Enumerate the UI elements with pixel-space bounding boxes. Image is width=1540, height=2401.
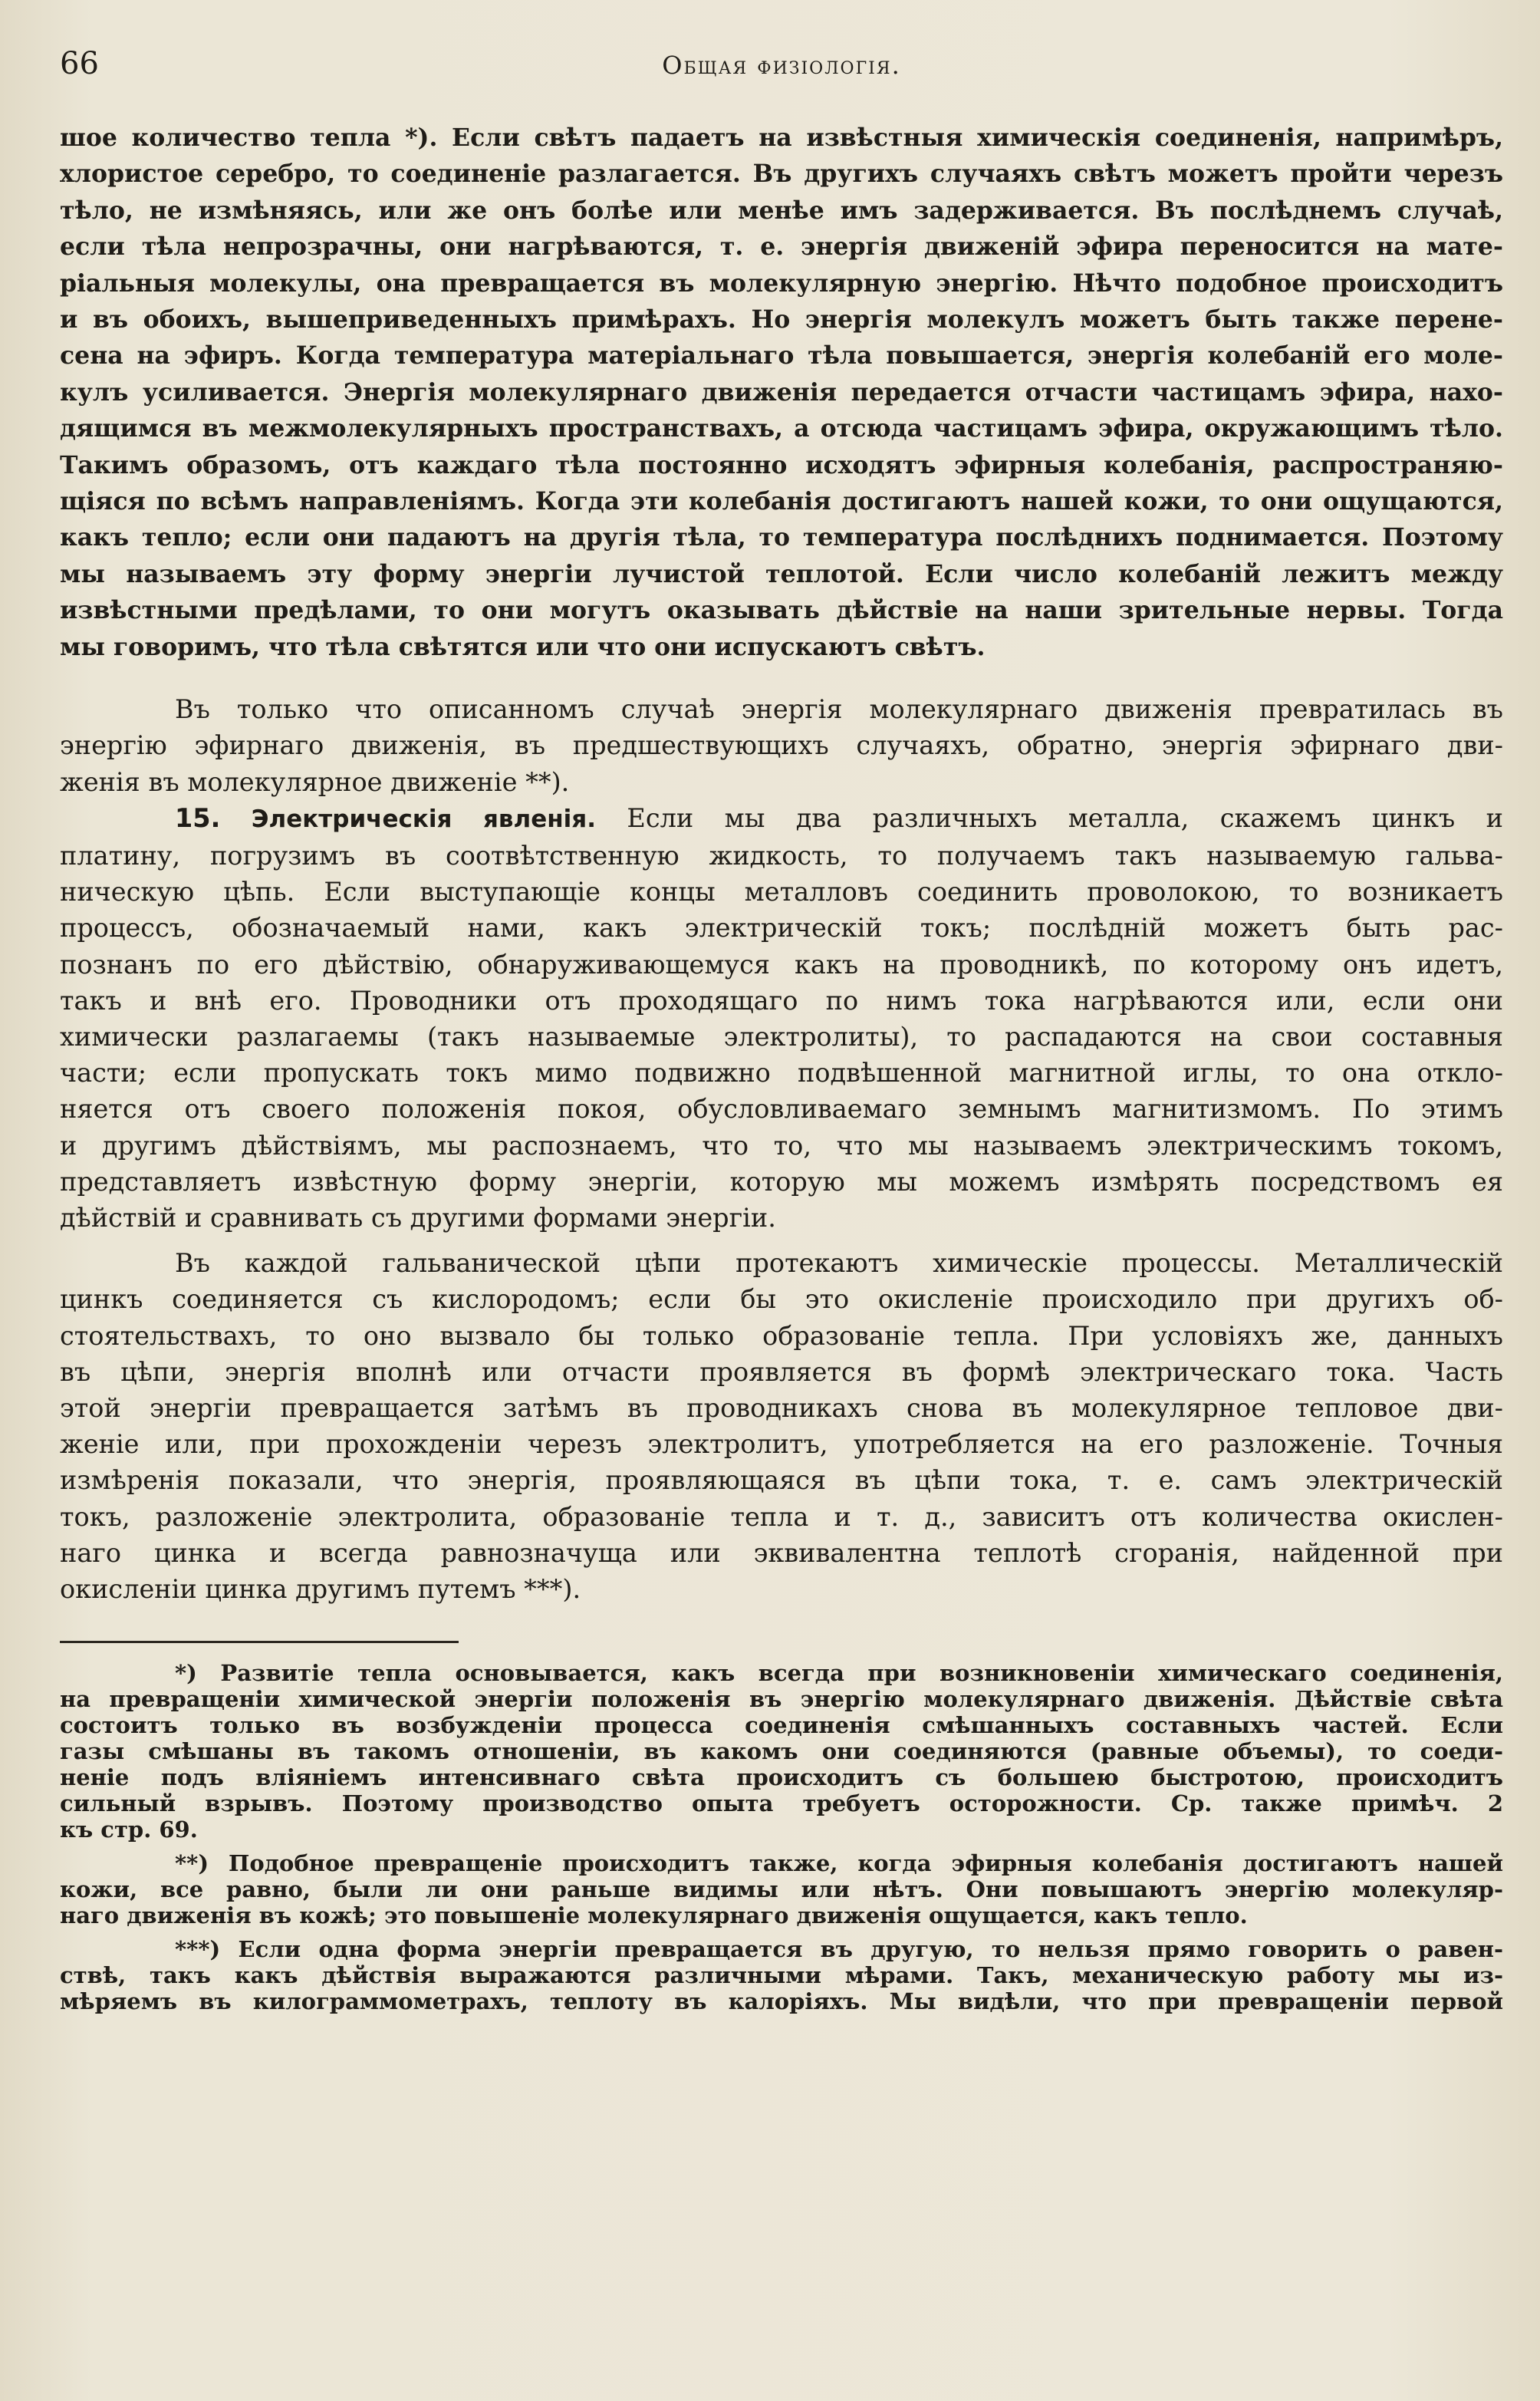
footnote-line: газы смѣшаны въ такомъ отношеніи, въ какомъ они соединяются (равные объемы), то соеди- — [60, 1738, 1503, 1765]
text-line: стоятельствахъ, то оно вызвало бы только образованіе тепла. При условіяхъ же, данныхъ — [60, 1320, 1503, 1351]
text-line: части; если пропускать токъ мимо подвижно подвѣшенной магнитной иглы, то она откло- — [60, 1058, 1503, 1089]
footnote-gap — [60, 1843, 1503, 1850]
footnote-2 — [60, 1850, 1503, 1928]
paragraph-light-and-heat — [60, 120, 1503, 665]
text-line: и другимъ дѣйствіямъ, мы распознаемъ, что то, что мы называемъ электрическимъ токомъ, — [60, 1130, 1503, 1161]
text-line: щіяся по всѣмъ направленіямъ. Когда эти колебанія достигаютъ нашей кожи, то они ощущаются, — [60, 487, 1503, 516]
text-line: тѣло, не измѣняясь, или же онъ болѣе или менѣе имъ задерживается. Въ послѣднемъ случаѣ, — [60, 196, 1503, 225]
paragraph-electric-phenomena — [60, 800, 1503, 1236]
footnote-3 — [60, 1936, 1503, 2014]
text-line: Въ только что описанномъ случаѣ энергія молекулярнаго движенія превратилась въ — [175, 694, 1503, 725]
text-line: платину, погрузимъ въ соотвѣтственную жидкость, то получаемъ такъ называемую гальва- — [60, 840, 1503, 871]
paragraph-gap — [60, 1236, 1503, 1245]
text-line: если тѣла непрозрачны, они нагрѣваются, т. е. энергія движеній эфира переносится на мате- — [60, 232, 1503, 262]
paragraph-energy-conversion — [60, 691, 1503, 800]
footnote-line: мѣряемъ въ килограммометрахъ, теплоту въ калоріяхъ. Мы видѣли, что при превращеніи первой — [60, 1988, 1503, 2015]
text-line: измѣренія показали, что энергія, проявляющаяся въ цѣпи тока, т. е. самъ электрическій — [60, 1465, 1503, 1496]
text-line: ріальныя молекулы, она превращается въ молекулярную энергію. Нѣчто подобное происходитъ — [60, 268, 1503, 298]
footnote-line: къ стр. 69. — [60, 1816, 198, 1843]
text-line: ническую цѣпь. Если выступающіе концы металловъ соединить проволокою, то возникаетъ — [60, 877, 1503, 907]
footnote-line: *) Развитіе тепла основывается, какъ всегда при возникновеніи химическаго соединенія, — [175, 1660, 1503, 1687]
text-line: Въ каждой гальванической цѣпи протекаютъ химическіе процессы. Металлическій — [175, 1248, 1503, 1279]
text-line: какъ тепло; если они падаютъ на другія тѣла, то температура послѣднихъ поднимается. Поэтому — [60, 523, 1503, 552]
text-line: няется отъ своего положенія покоя, обусловливаемаго земнымъ магнитизмомъ. По этимъ — [60, 1094, 1503, 1125]
footnote-line: неніе подъ вліяніемъ интенсивнаго свѣта происходитъ съ большею быстротою, происходитъ — [60, 1764, 1503, 1791]
text-line: извѣстными предѣлами, то они могутъ оказывать дѣйствіе на наши зрительные нервы. Тогда — [60, 596, 1503, 625]
text-line: цинкъ соединяется съ кислородомъ; если бы это окисленіе происходило при другихъ об- — [60, 1284, 1503, 1315]
footnote-line: кожи, все равно, были ли они раньше видимы или нѣтъ. Они повышаютъ энергію молекуляр- — [60, 1876, 1503, 1903]
paragraph-gap — [60, 665, 1503, 691]
paragraph-galvanic-cell — [60, 1245, 1503, 1607]
footnote-divider — [60, 1641, 459, 1643]
footnote-line: сильный взрывъ. Поэтому производство опыта требуетъ осторожности. Ср. также примѣч. 2 — [60, 1790, 1503, 1817]
footnote-line: ствѣ, такъ какъ дѣйствія выражаются различными мѣрами. Такъ, механическую работу мы из- — [60, 1962, 1503, 1989]
text-line: процессъ, обозначаемый нами, какъ электрическій токъ; послѣдній можетъ быть рас- — [60, 913, 1503, 944]
footnote-gap — [60, 1928, 1503, 1936]
text-line: дѣйствій и сравнивать съ другими формами энергіи. — [60, 1202, 776, 1233]
text-line: токъ, разложеніе электролита, образованіе тепла и т. д., зависитъ отъ количества окислен- — [60, 1501, 1503, 1532]
text-line: дящимся въ межмолекулярныхъ пространствахъ, а отсюда частицамъ эфира, окружающимъ тѣло. — [60, 414, 1503, 443]
text-line: женія въ молекулярное движеніе **). — [60, 766, 570, 797]
text-line: кулъ усиливается. Энергія молекулярнаго движенія передается отчасти частицамъ эфира, нахо- — [60, 377, 1503, 407]
page-header — [60, 46, 1503, 100]
text-line: такъ и внѣ его. Проводники отъ проходящаго по нимъ тока нагрѣваются или, если они — [60, 985, 1503, 1016]
running-title: Общая физіологія. — [662, 51, 901, 80]
section-heading-line — [60, 800, 1503, 838]
text-line: этой энергіи превращается затѣмъ въ проводникахъ снова въ молекулярное тепловое дви- — [60, 1392, 1503, 1423]
body-text — [60, 120, 1503, 2014]
text-line: энергію эфирнаго движенія, въ предшествующихъ случаяхъ, обратно, энергія эфирнаго дви- — [60, 730, 1503, 761]
text-line: наго цинка и всегда равнозначуща или эквивалентна теплотѣ сгоранія, найденной при — [60, 1537, 1503, 1568]
section-title: Электрическія явленія. — [251, 805, 596, 833]
text-line: сена на эфиръ. Когда температура матеріальнаго тѣла повышается, энергія колебаній его моле- — [60, 341, 1503, 371]
text-line: мы называемъ эту форму энергіи лучистой теплотой. Если число колебаній лежитъ между — [60, 559, 1503, 588]
text-line: хлористое серебро, то соединеніе разлагается. Въ другихъ случаяхъ свѣтъ можетъ пройти черезъ — [60, 160, 1503, 189]
section-number: 15. — [175, 802, 221, 833]
page-number: 66 — [60, 46, 99, 81]
text-line: окисленіи цинка другимъ путемъ ***). — [60, 1573, 581, 1604]
footnote-line: **) Подобное превращеніе происходитъ также, когда эфирныя колебанія достигаютъ нашей — [175, 1850, 1503, 1877]
footnote-line: наго движенія въ кожѣ; это повышеніе молекулярнаго движенія ощущается, какъ тепло. — [60, 1902, 1248, 1929]
text-line: шое количество тепла *). Если свѣтъ падаетъ на извѣстныя химическія соединенія, напримѣръ, — [60, 124, 1503, 152]
text-run: Если мы два различныхъ металла, скажемъ цинкъ и — [627, 802, 1503, 833]
text-line: женіе или, при прохожденіи черезъ электролитъ, употребляется на его разложеніе. Точныя — [60, 1429, 1503, 1460]
footnote-line: ***) Если одна форма энергіи превращается въ другую, то нельзя прямо говорить о равен- — [175, 1936, 1503, 1963]
footnote-1 — [60, 1660, 1503, 1843]
text-line: мы говоримъ, что тѣла свѣтятся или что они испускаютъ свѣтъ. — [60, 632, 986, 661]
text-line: въ цѣпи, энергія вполнѣ или отчасти проявляется въ формѣ электрическаго тока. Часть — [60, 1356, 1503, 1387]
text-line: и въ обоихъ, вышеприведенныхъ примѣрахъ. Но энергія молекулъ можетъ быть также перене- — [60, 305, 1503, 334]
text-line: химически разлагаемы (такъ называемые электролиты), то распадаются на свои составныя — [60, 1021, 1503, 1052]
text-line: познанъ по его дѣйствію, обнаруживающемуся какъ на проводникѣ, по которому онъ идетъ, — [60, 949, 1503, 980]
footnote-line: состоитъ только въ возбужденіи процесса соединенія смѣшанныхъ составныхъ частей. Если — [60, 1712, 1503, 1739]
footnote-line: на превращеніи химической энергіи положенія въ энергію молекулярнаго движенія. Дѣйствіе свѣта — [60, 1686, 1503, 1713]
text-line: представляетъ извѣстную форму энергіи, которую мы можемъ измѣрять посредствомъ ея — [60, 1166, 1503, 1197]
text-line: Такимъ образомъ, отъ каждаго тѣла постоянно исходятъ эфирныя колебанія, распространяю- — [60, 450, 1503, 479]
